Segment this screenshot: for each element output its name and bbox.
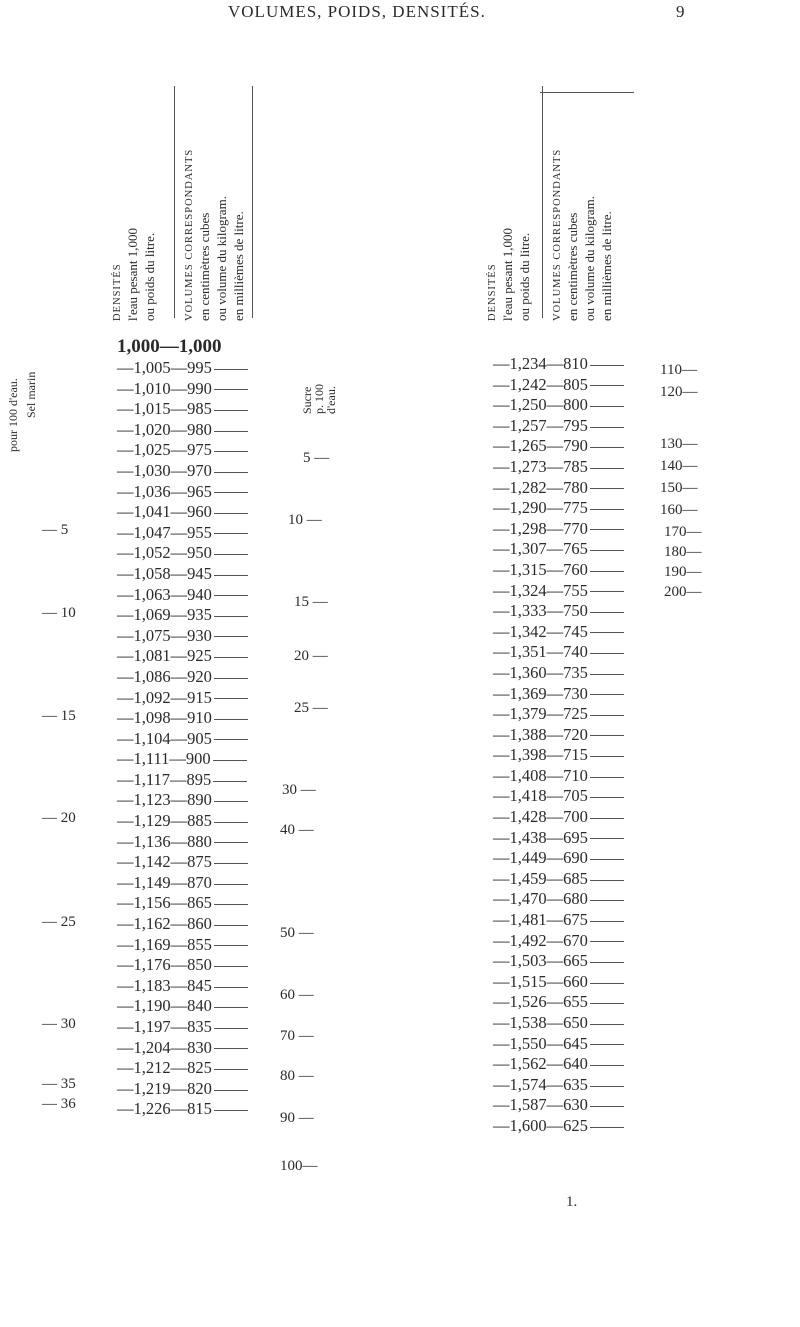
table-entry: —1,250—800 xyxy=(493,395,588,415)
table-entry: —1,063—940 xyxy=(117,584,212,604)
table-entry: —1,005—995 xyxy=(117,358,212,377)
sugar-mark: 100— xyxy=(280,1158,318,1174)
table-entry: —1,562—640 xyxy=(493,1054,588,1074)
leader-line xyxy=(214,987,248,988)
sugar-mark: 70 — xyxy=(280,1028,314,1044)
table-entry: —1,047—955 xyxy=(117,522,212,542)
table-row xyxy=(117,688,248,709)
sugar-mark: 60 — xyxy=(280,987,314,1003)
table-row xyxy=(117,811,248,832)
sugar-mark: 40 — xyxy=(280,822,314,838)
table-row xyxy=(117,914,248,935)
sugar-mark: 50 — xyxy=(280,925,314,941)
leader-line xyxy=(214,657,248,658)
table-row xyxy=(493,684,624,705)
leader-line xyxy=(590,468,624,469)
leader-line xyxy=(590,1044,624,1045)
leader-line xyxy=(590,1127,624,1128)
leader-line xyxy=(214,1110,248,1111)
table-row xyxy=(117,605,248,626)
table-entry: —1,515—660 xyxy=(493,971,588,991)
table-row xyxy=(117,585,248,606)
table-entry: —1,574—635 xyxy=(493,1074,588,1094)
table-row xyxy=(117,646,248,667)
right-header-volumes: VOLUMES CORRESPONDANTS en centimètres cubes ou volume du kilogram. en millièmes de litre. xyxy=(552,148,614,321)
table-row xyxy=(493,519,624,540)
sugar-mark: 5 — xyxy=(303,450,330,466)
leader-line xyxy=(213,760,247,761)
leader-line xyxy=(590,1065,624,1066)
table-row xyxy=(493,1075,624,1096)
sucre-note: Sucre xyxy=(300,386,314,414)
running-head: VOLUMES, POIDS, DENSITÉS. xyxy=(228,2,486,21)
table-row xyxy=(117,893,248,914)
table-entry: —1,226—815 xyxy=(117,1099,212,1119)
table-entry: —1,257—795 xyxy=(493,415,588,435)
leader-line xyxy=(590,694,624,695)
sugar-mark: 190— xyxy=(664,564,702,580)
header-rule xyxy=(540,92,634,93)
table-entry: —1,142—875 xyxy=(117,852,212,872)
sugar-mark: 10 — xyxy=(288,512,322,528)
table-row xyxy=(493,704,624,725)
sugar-mark: 20 — xyxy=(294,648,328,664)
leader-line xyxy=(590,488,624,489)
table-entry: —1,428—700 xyxy=(493,807,588,827)
table-entry: —1,587—630 xyxy=(493,1095,588,1115)
leader-line xyxy=(214,698,248,699)
leader-line xyxy=(590,632,624,633)
leader-line xyxy=(214,1069,248,1070)
table-entry: —1,129—885 xyxy=(117,811,212,831)
sucre-note: p. 100 xyxy=(312,384,326,414)
leader-line xyxy=(214,575,248,576)
table-entry: —1,550—645 xyxy=(493,1033,588,1053)
table-entry: —1,298—770 xyxy=(493,518,588,538)
table-row xyxy=(493,951,624,972)
leader-line xyxy=(214,533,248,534)
leader-line xyxy=(214,472,248,473)
table-entry: —1,273—785 xyxy=(493,456,588,476)
leader-line xyxy=(590,1003,624,1004)
table-entry: —1,098—910 xyxy=(117,708,212,728)
salt-mark: — 15 xyxy=(42,708,76,724)
table-entry: —1,600—625 xyxy=(493,1115,588,1135)
leader-line xyxy=(590,777,624,778)
table-row xyxy=(117,832,248,853)
table-row xyxy=(117,770,248,791)
sugar-mark: 160— xyxy=(660,502,698,518)
table-entry: —1,075—930 xyxy=(117,625,212,645)
table-entry: —1,190—840 xyxy=(117,996,212,1016)
leader-line xyxy=(590,674,624,675)
leader-line xyxy=(590,1086,624,1087)
sugar-mark: 170— xyxy=(664,524,702,540)
leader-line xyxy=(214,554,248,555)
leader-line xyxy=(214,1090,248,1091)
right-header-densites: DENSITÉS l'eau pesant 1,000 ou poids du litre. xyxy=(487,228,532,321)
table-row xyxy=(493,910,624,931)
table-row xyxy=(117,996,248,1017)
table-entry: —1,212—825 xyxy=(117,1058,212,1078)
table-entry: —1,020—980 xyxy=(117,419,212,439)
table-row xyxy=(493,1116,624,1137)
table-entry: —1,169—855 xyxy=(117,934,212,954)
leader-line xyxy=(214,966,248,967)
left-header-volumes: VOLUMES CORRESPONDANTS en centimètres cubes ou volume du kilogram. en millièmes de litre. xyxy=(184,148,246,321)
table-entry: —1,438—695 xyxy=(493,827,588,847)
page-number: 9 xyxy=(676,2,685,21)
salt-mark: — 36 xyxy=(42,1096,76,1112)
table-row xyxy=(117,667,248,688)
leader-line xyxy=(590,880,624,881)
table-row xyxy=(117,1058,248,1079)
salt-mark: — 30 xyxy=(42,1016,76,1032)
table-entry: —1,379—725 xyxy=(493,704,588,724)
table-row xyxy=(493,766,624,787)
table-row xyxy=(117,955,248,976)
table-row xyxy=(493,869,624,890)
sugar-mark: 80 — xyxy=(280,1068,314,1084)
leader-line xyxy=(213,781,247,782)
leader-line xyxy=(590,1024,624,1025)
leader-line xyxy=(214,492,248,493)
leader-line xyxy=(214,451,248,452)
left-table xyxy=(117,336,248,1120)
table-entry: —1,025—975 xyxy=(117,440,212,460)
table-row xyxy=(493,931,624,952)
table-entry: —1,086—920 xyxy=(117,666,212,686)
table-row xyxy=(117,502,248,523)
table-row xyxy=(117,1099,248,1120)
sucre-note: d'eau. xyxy=(324,386,338,414)
table-entry: —1,111—900 xyxy=(117,749,211,769)
leader-line xyxy=(590,797,624,798)
table-entry: —1,492—670 xyxy=(493,930,588,950)
table-entry: —1,538—650 xyxy=(493,1013,588,1032)
table-entry: —1,156—865 xyxy=(117,893,212,913)
table-row xyxy=(117,873,248,894)
table-entry: —1,418—705 xyxy=(493,786,588,806)
header-divider xyxy=(252,86,253,318)
leader-line xyxy=(214,1007,248,1008)
sugar-mark: 180— xyxy=(664,544,702,560)
table-row xyxy=(493,581,624,602)
table-row xyxy=(493,457,624,478)
table-entry: —1,470—680 xyxy=(493,889,588,909)
leader-line xyxy=(590,962,624,963)
table-row xyxy=(493,1095,624,1116)
leader-line xyxy=(214,389,248,390)
table-row xyxy=(117,543,248,564)
salt-mark: — 25 xyxy=(42,914,76,930)
sugar-mark: 130— xyxy=(660,436,698,452)
table-row xyxy=(493,807,624,828)
leader-line xyxy=(590,818,624,819)
leader-line xyxy=(214,595,248,596)
sugar-mark: 25 — xyxy=(294,700,328,716)
leader-line xyxy=(590,859,624,860)
header-divider xyxy=(174,86,175,318)
table-row xyxy=(117,523,248,544)
table-entry: —1,315—760 xyxy=(493,559,588,579)
leader-line xyxy=(214,678,248,679)
table-row xyxy=(117,1038,248,1059)
table-entry: —1,219—820 xyxy=(117,1078,212,1098)
leader-line xyxy=(214,842,248,843)
leader-line xyxy=(590,612,624,613)
table-entry: —1,324—755 xyxy=(493,580,588,600)
table-row xyxy=(493,663,624,684)
table-entry: —1,149—870 xyxy=(117,872,212,892)
leader-line xyxy=(590,983,624,984)
leader-line xyxy=(590,838,624,839)
table-entry: —1,265—790 xyxy=(493,436,588,456)
table-entry: —1,282—780 xyxy=(493,477,588,497)
table-row xyxy=(493,848,624,869)
leader-line xyxy=(590,653,624,654)
leader-line xyxy=(214,863,248,864)
table-row xyxy=(117,729,248,750)
table-entry: —1,069—935 xyxy=(117,605,212,625)
table-row xyxy=(117,399,248,420)
margin-note-pour-100: pour 100 d'eau. xyxy=(6,378,20,452)
leader-line xyxy=(214,739,248,740)
table-entry: —1,010—990 xyxy=(117,378,212,398)
salt-mark: — 5 xyxy=(42,522,69,538)
table-row xyxy=(493,375,624,396)
table-entry: —1,136—880 xyxy=(117,831,212,851)
table-row xyxy=(493,972,624,993)
table-row xyxy=(493,416,624,437)
leader-line xyxy=(214,1028,248,1029)
leader-line xyxy=(590,427,624,428)
table-entry: —1,234—810 xyxy=(493,354,588,373)
table-row xyxy=(493,642,624,663)
sugar-mark: 120— xyxy=(660,384,698,400)
table-head-row: 1,000—1,000 xyxy=(117,336,222,357)
table-row xyxy=(493,1034,624,1055)
table-row xyxy=(493,828,624,849)
leader-line xyxy=(590,941,624,942)
table-row xyxy=(493,601,624,622)
table-row xyxy=(117,852,248,873)
salt-mark: — 10 xyxy=(42,605,76,621)
leader-line xyxy=(590,1106,624,1107)
leader-line xyxy=(590,365,624,366)
table-entry: —1,176—850 xyxy=(117,955,212,975)
leader-line xyxy=(214,822,248,823)
table-entry: —1,408—710 xyxy=(493,765,588,785)
table-entry: —1,104—905 xyxy=(117,728,212,748)
table-row xyxy=(117,708,248,729)
table-entry: —1,503—665 xyxy=(493,951,588,971)
table-row xyxy=(493,395,624,416)
sugar-mark: 200— xyxy=(664,584,702,600)
leader-line xyxy=(214,801,248,802)
table-row xyxy=(117,482,248,503)
leader-line xyxy=(214,616,248,617)
table-entry: —1,398—715 xyxy=(493,745,588,765)
leader-line xyxy=(590,529,624,530)
table-entry: —1,333—750 xyxy=(493,601,588,621)
leader-line xyxy=(214,410,248,411)
leader-line xyxy=(214,884,248,885)
left-header-densites: DENSITÉS l'eau pesant 1,000 ou poids du litre. xyxy=(112,228,157,321)
table-entry: —1,459—685 xyxy=(493,868,588,888)
table-row xyxy=(117,358,248,379)
sugar-mark: 150— xyxy=(660,480,698,496)
leader-line xyxy=(590,591,624,592)
table-row xyxy=(493,725,624,746)
salt-mark: — 20 xyxy=(42,810,76,826)
margin-note-sel-marin: Sel marin xyxy=(24,371,38,418)
leader-line xyxy=(590,900,624,901)
sugar-mark: 90 — xyxy=(280,1110,314,1126)
right-table xyxy=(493,354,624,1137)
leader-line xyxy=(214,1048,248,1049)
table-row xyxy=(117,440,248,461)
table-row xyxy=(493,478,624,499)
leader-line xyxy=(590,571,624,572)
table-row xyxy=(117,976,248,997)
leader-line xyxy=(590,921,624,922)
leader-line xyxy=(214,636,248,637)
table-row xyxy=(493,539,624,560)
table-entry: —1,015—985 xyxy=(117,399,212,419)
table-row xyxy=(117,935,248,956)
table-entry: —1,123—890 xyxy=(117,790,212,810)
table-entry: —1,307—765 xyxy=(493,539,588,559)
leader-line xyxy=(590,715,624,716)
leader-line xyxy=(590,735,624,736)
table-entry: —1,369—730 xyxy=(493,683,588,703)
salt-mark: — 35 xyxy=(42,1076,76,1092)
sugar-mark: 110— xyxy=(660,362,697,378)
sugar-mark: 15 — xyxy=(294,594,328,610)
leader-line xyxy=(214,513,248,514)
table-entry: —1,117—895 xyxy=(117,769,212,789)
leader-line xyxy=(214,904,248,905)
table-entry: —1,058—945 xyxy=(117,563,212,583)
table-entry: —1,449—690 xyxy=(493,848,588,868)
table-row xyxy=(493,745,624,766)
table-entry: —1,197—835 xyxy=(117,1017,212,1036)
table-row xyxy=(117,1017,248,1038)
leader-line xyxy=(214,945,248,946)
table-row xyxy=(493,498,624,519)
leader-line xyxy=(590,447,624,448)
table-row xyxy=(117,749,248,770)
table-row xyxy=(493,889,624,910)
leader-line xyxy=(214,719,248,720)
table-entry: —1,092—915 xyxy=(117,687,212,707)
table-entry: —1,081—925 xyxy=(117,646,212,666)
leader-line xyxy=(590,406,624,407)
table-row xyxy=(117,379,248,400)
table-row xyxy=(493,1054,624,1075)
leader-line xyxy=(214,925,248,926)
leader-line xyxy=(590,385,624,386)
table-row xyxy=(117,1079,248,1100)
table-entry: —1,030—970 xyxy=(117,460,212,480)
table-entry: —1,183—845 xyxy=(117,975,212,995)
leader-line xyxy=(214,431,248,432)
table-entry: —1,290—775 xyxy=(493,498,588,518)
table-entry: —1,360—735 xyxy=(493,662,588,682)
sugar-mark: 140— xyxy=(660,458,698,474)
table-row xyxy=(117,420,248,441)
header-divider xyxy=(542,86,543,318)
leader-line xyxy=(590,509,624,510)
table-row xyxy=(117,564,248,585)
leader-line xyxy=(590,550,624,551)
table-entry: —1,162—860 xyxy=(117,914,212,934)
sugar-mark: 30 — xyxy=(282,782,316,798)
table-entry: —1,052—950 xyxy=(117,543,212,563)
table-entry: —1,204—830 xyxy=(117,1037,212,1057)
table-entry: —1,526—655 xyxy=(493,992,588,1012)
table-row xyxy=(117,461,248,482)
table-entry: —1,036—965 xyxy=(117,481,212,501)
table-row xyxy=(493,786,624,807)
table-row xyxy=(117,790,248,811)
leader-line xyxy=(214,369,248,370)
table-entry: —1,342—745 xyxy=(493,621,588,641)
table-entry: —1,242—805 xyxy=(493,374,588,394)
leader-line xyxy=(590,756,624,757)
table-row xyxy=(117,626,248,647)
table-entry: —1,351—740 xyxy=(493,642,588,662)
table-entry: —1,481—675 xyxy=(493,910,588,930)
table-entry: —1,388—720 xyxy=(493,724,588,744)
table-row xyxy=(493,992,624,1013)
footnote-mark: 1. xyxy=(566,1194,578,1210)
table-row xyxy=(493,354,624,375)
table-row xyxy=(493,560,624,581)
table-row xyxy=(493,1013,624,1034)
table-row xyxy=(493,436,624,457)
table-entry: —1,041—960 xyxy=(117,502,212,522)
table-row xyxy=(493,622,624,643)
